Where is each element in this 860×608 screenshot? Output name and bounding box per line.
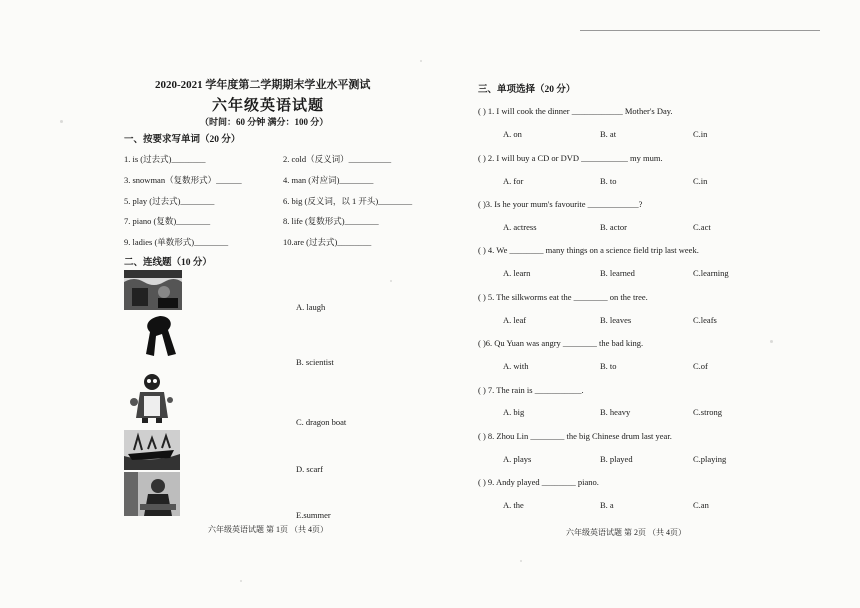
- option-c: C.in: [693, 176, 708, 186]
- option-a: A. actress: [503, 222, 537, 232]
- scan-speck: [520, 560, 522, 562]
- section2-title: 二、连线题（10 分）: [124, 258, 212, 268]
- scientist-picture: [128, 372, 174, 424]
- option-c: C.act: [693, 222, 711, 232]
- scan-speck: [770, 340, 773, 343]
- option-a: A. for: [503, 176, 524, 186]
- option-c: C.strong: [693, 407, 723, 417]
- scan-line: [580, 30, 820, 31]
- question-text: ( ) 1. I will cook the dinner ____________ Mother's Day.: [478, 106, 673, 116]
- section1-item: 3. snowman（复数形式）______: [124, 175, 242, 185]
- section1-title: 一、按要求写单词（20 分）: [124, 135, 241, 145]
- option-a: A. plays: [503, 454, 532, 464]
- option-b: B. learned: [600, 268, 635, 278]
- section1-item: 6. big (反义词，以 1 开头)________: [283, 196, 413, 206]
- option-b: B. to: [600, 361, 617, 371]
- section1-item: 8. life (复数形式)________: [283, 216, 379, 226]
- exam-header: 2020-2021 学年度第二学期期末学业水平测试: [155, 79, 371, 91]
- option-a: A. the: [503, 500, 524, 510]
- match-option: E.summer: [296, 510, 331, 520]
- section1-item: 4. man (对应词)________: [283, 175, 374, 185]
- question-text: ( ) 4. We ________ many things on a science field trip last week.: [478, 245, 699, 255]
- option-c: C.of: [693, 361, 708, 371]
- option-c: C.an: [693, 500, 709, 510]
- option-c: C.playing: [693, 454, 727, 464]
- option-b: B. leaves: [600, 315, 632, 325]
- match-option: D. scarf: [296, 464, 323, 474]
- match-option: A. laugh: [296, 302, 326, 312]
- match-option: C. dragon boat: [296, 417, 347, 427]
- option-a: A. big: [503, 407, 525, 417]
- section1-item: 7. piano (复数)________: [124, 216, 211, 226]
- section1-item: 10.are (过去式)________: [283, 237, 372, 247]
- option-b: B. heavy: [600, 407, 631, 417]
- summer-picture: [124, 270, 182, 310]
- match-option: B. scientist: [296, 357, 334, 367]
- option-b: B. a: [600, 500, 614, 510]
- option-b: B. played: [600, 454, 633, 464]
- option-b: B. at: [600, 129, 617, 139]
- section1-item: 5. play (过去式)________: [124, 196, 215, 206]
- page1-footer: 六年级英语试题 第 1页 （共 4页）: [208, 525, 328, 534]
- exam-time-info: （时间：60 分钟 满分：100 分）: [200, 117, 329, 127]
- question-text: ( )6. Qu Yuan was angry ________ the bad king.: [478, 338, 644, 348]
- option-b: B. actor: [600, 222, 627, 232]
- section1-item: 1. is (过去式)________: [124, 154, 206, 164]
- section1-item: 9. ladies (单数形式)________: [124, 237, 229, 247]
- exam-title: 六年级英语试题: [212, 98, 325, 114]
- section1-item: 2. cold（反义词）__________: [283, 154, 392, 164]
- option-a: A. with: [503, 361, 529, 371]
- option-a: A. on: [503, 129, 522, 139]
- section3-title: 三、单项选择（20 分）: [478, 85, 576, 95]
- laugh-picture: [124, 472, 180, 516]
- question-text: ( ) 2. I will buy a CD or DVD ___________ my mum.: [478, 153, 663, 163]
- scan-speck: [420, 60, 422, 62]
- question-text: ( ) 5. The silkworms eat the ________ on the tree.: [478, 292, 648, 302]
- scarf-picture: [140, 314, 180, 360]
- option-c: C.in: [693, 129, 708, 139]
- question-text: ( )3. Is he your mum's favourite ____________?: [478, 199, 643, 209]
- scan-speck: [240, 580, 242, 582]
- page2-footer: 六年级英语试题 第 2页 （共 4页）: [566, 528, 686, 537]
- option-c: C.leafs: [693, 315, 717, 325]
- question-text: ( ) 7. The rain is ___________.: [478, 385, 584, 395]
- scan-speck: [60, 120, 63, 123]
- question-text: ( ) 8. Zhou Lin ________ the big Chinese drum last year.: [478, 431, 672, 441]
- option-b: B. to: [600, 176, 617, 186]
- dragon-boat-picture: [124, 430, 180, 470]
- question-text: ( ) 9. Andy played ________ piano.: [478, 477, 599, 487]
- option-a: A. learn: [503, 268, 531, 278]
- option-a: A. leaf: [503, 315, 527, 325]
- option-c: C.learning: [693, 268, 729, 278]
- scan-speck: [390, 280, 392, 282]
